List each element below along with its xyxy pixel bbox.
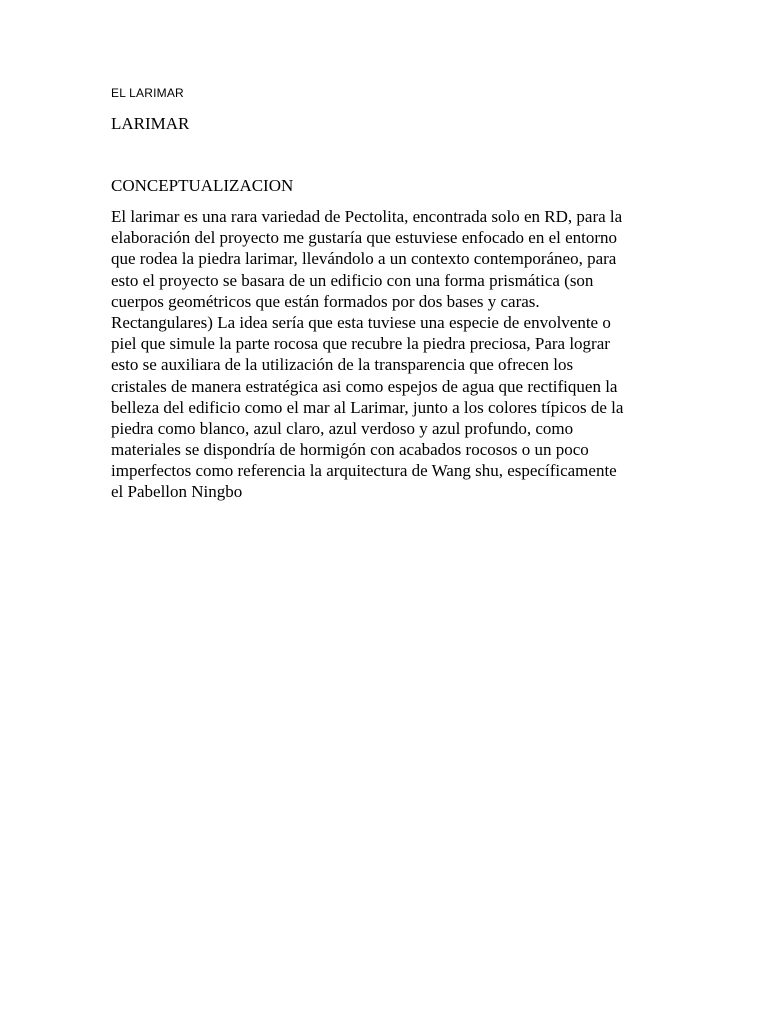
body-line: imperfectos como referencia la arquitectura de Wang shu, específicamente [111,461,617,481]
body-line: el Pabellon Ningbo [111,482,243,502]
document-title: LARIMAR [111,114,190,133]
body-line: elaboración del proyecto me gustaría que estuviese enfocado en el entorno [111,228,618,248]
body-line: piel que simule la parte rocosa que recubre la piedra preciosa, Para lograr [111,334,610,354]
body-line: esto el proyecto se basara de un edificio con una forma prismática (son [111,270,594,290]
body-line: El larimar es una rara variedad de Pectolita, encontrada solo en RD, para la [111,207,623,226]
body-line: esto se auxiliara de la utilización de la transparencia que ofrecen los [111,355,574,375]
body-line: belleza del edificio como el mar al Larimar, junto a los colores típicos de la [111,397,624,417]
body-paragraph [111,206,671,503]
document-header-label: EL LARIMAR [111,86,184,100]
body-line: cristales de manera estratégica asi como espejos de agua que rectifiquen la [111,376,618,396]
body-line: cuerpos geométricos que están formados por dos bases y caras. [111,291,540,311]
body-line: piedra como blanco, azul claro, azul verdoso y azul profundo, como [111,418,574,438]
body-line: Rectangulares) La idea sería que esta tuviese una especie de envolvente o [111,312,611,332]
section-heading: CONCEPTUALIZACION [111,176,294,195]
body-line: materiales se dispondría de hormigón con acabados rocosos o un poco [111,440,589,460]
body-line: que rodea la piedra larimar, llevándolo a un contexto contemporáneo, para [111,249,617,269]
